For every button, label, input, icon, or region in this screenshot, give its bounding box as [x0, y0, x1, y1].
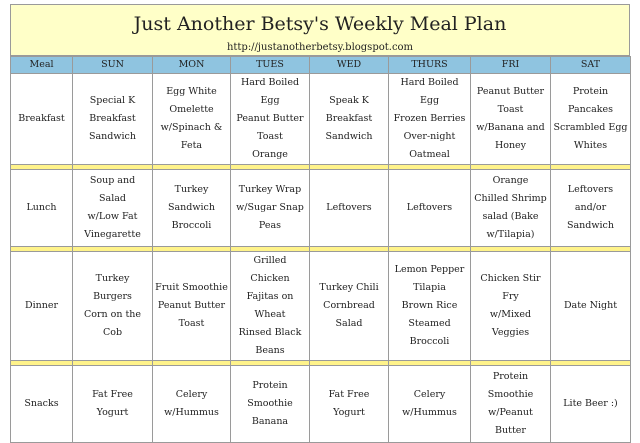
meal-cell-breakfast-mon [153, 74, 231, 165]
meal-cell-line: Scrambled Egg [553, 122, 628, 133]
meal-cell-line: Brown Rice [401, 300, 458, 311]
meal-cell-line: Corn on the Cob [83, 309, 142, 338]
meal-cell-line: w/Tilapia) [486, 229, 535, 240]
meal-cell-line: w/Banana and [476, 122, 545, 133]
meal-cell-line: Fruit Smoothie [155, 282, 228, 293]
meal-cell-line: Leftovers and/or [567, 184, 614, 213]
meal-cell-line: Celery w/Hummus [164, 389, 219, 418]
meal-cell-line: w/Spinach & Feta [160, 122, 223, 151]
meal-cell-line: Turkey Chili [319, 282, 379, 293]
meal-cell-breakfast-tues [231, 74, 310, 165]
meal-cell-lunch-fri [471, 170, 551, 247]
meal-label-lunch: Lunch [11, 170, 73, 247]
meal-cell-line: Sandwich [567, 220, 614, 231]
meal-cell-line: Chilled Shrimp [474, 193, 547, 204]
plan-title: Just Another Betsy's Weekly Meal Plan [133, 13, 507, 35]
meal-cell-line: Soup and Salad [89, 175, 136, 204]
meal-table [10, 56, 631, 443]
meal-cell-line: Vinegarette [84, 229, 141, 240]
meal-cell-breakfast-sun [73, 74, 153, 165]
meal-cell-lunch-sun [73, 170, 153, 247]
meal-cell-breakfast-sat [551, 74, 631, 165]
blog-url: http://justanotherbetsy.blogspot.com [226, 42, 414, 53]
meal-cell-line: Turkey Burgers [93, 273, 132, 302]
meal-label-breakfast: Breakfast [11, 74, 73, 165]
meal-cell-line: Chicken Stir Fry [480, 273, 541, 302]
meal-cell-line: Hard Boiled Egg [400, 77, 459, 106]
meal-cell-line: Fat Free Yogurt [328, 389, 370, 418]
meal-cell-snacks-wed [310, 366, 389, 443]
meal-cell-breakfast-thurs [389, 74, 471, 165]
meal-cell-lunch-mon [153, 170, 231, 247]
meal-cell-lunch-sat [551, 170, 631, 247]
meal-cell-line: Special K Breakfast [89, 95, 136, 124]
meal-cell-line: Orange [252, 149, 288, 160]
meal-row-lunch [11, 170, 631, 247]
meal-row-snacks [11, 366, 631, 443]
meal-cell-line: Turkey Sandwich [168, 184, 215, 213]
meal-cell-dinner-fri [471, 252, 551, 361]
meal-cell-line: Hard Boiled Egg [240, 77, 300, 106]
meal-cell-dinner-sat [551, 252, 631, 361]
meal-row-breakfast [11, 74, 631, 165]
meal-cell-line: Banana [251, 416, 289, 427]
meal-cell-line: Rinsed Black Beans [238, 327, 302, 356]
column-header-fri: FRI [471, 57, 551, 74]
meal-cell-line: w/Sugar Snap Peas [236, 202, 304, 231]
meal-cell-line: Peanut Butter Toast [157, 300, 226, 329]
column-header-row [11, 57, 631, 74]
meal-cell-line: Broccoli [171, 220, 212, 231]
column-header-tues: TUES [231, 57, 310, 74]
meal-cell-line: w/Low Fat [87, 211, 138, 222]
meal-cell-line: Oatmeal [409, 149, 450, 160]
meal-cell-line: Tilapia [413, 282, 446, 293]
plan-header [10, 4, 630, 56]
column-header-sun: SUN [73, 57, 153, 74]
meal-cell-line: Lite Beer :) [563, 398, 618, 409]
meal-cell-line: Sandwich [325, 131, 373, 142]
meal-cell-line: Celery w/Hummus [402, 389, 457, 418]
meal-cell-line: Sandwich [89, 131, 136, 142]
meal-cell-line: w/Peanut Butter [488, 407, 533, 436]
meal-plan-sheet [10, 4, 630, 443]
meal-cell-line: Protein Pancakes [568, 86, 613, 115]
meal-cell-line: Leftovers [326, 202, 372, 213]
meal-cell-snacks-sun [73, 366, 153, 443]
meal-cell-line: Speak K Breakfast [325, 95, 373, 124]
meal-cell-snacks-thurs [389, 366, 471, 443]
column-header-wed: WED [310, 57, 389, 74]
column-header-sat: SAT [551, 57, 631, 74]
meal-table-body [11, 74, 631, 443]
meal-cell-line: Grilled Chicken [250, 255, 290, 284]
column-header-mon: MON [153, 57, 231, 74]
meal-cell-lunch-tues [231, 170, 310, 247]
meal-cell-line: Turkey Wrap [238, 184, 302, 195]
meal-cell-dinner-thurs [389, 252, 471, 361]
meal-cell-lunch-thurs [389, 170, 471, 247]
meal-cell-line: Over-night [403, 131, 456, 142]
meal-cell-breakfast-wed [310, 74, 389, 165]
meal-cell-line: Date Night [563, 300, 618, 311]
meal-cell-snacks-mon [153, 366, 231, 443]
column-header-thurs: THURS [389, 57, 471, 74]
meal-cell-line: Egg White [166, 86, 217, 97]
meal-label-dinner: Dinner [11, 252, 73, 361]
meal-cell-line: Fajitas on Wheat [246, 291, 294, 320]
meal-cell-line: Peanut Butter Toast [476, 86, 545, 115]
meal-cell-line: Fat Free Yogurt [92, 389, 133, 418]
meal-cell-lunch-wed [310, 170, 389, 247]
meal-cell-line: Whites [573, 140, 608, 151]
meal-cell-snacks-fri [471, 366, 551, 443]
column-header-meal: Meal [11, 57, 73, 74]
meal-cell-line: Frozen Berries [393, 113, 466, 124]
meal-cell-dinner-wed [310, 252, 389, 361]
meal-label-snacks: Snacks [11, 366, 73, 443]
meal-cell-line: Protein Smoothie [247, 380, 293, 409]
meal-cell-line: Steamed Broccoli [408, 318, 451, 347]
meal-cell-snacks-tues [231, 366, 310, 443]
meal-cell-line: Leftovers [406, 202, 453, 213]
meal-cell-snacks-sat [551, 366, 631, 443]
meal-cell-line: salad (Bake [482, 211, 539, 222]
meal-cell-line: Salad [335, 318, 363, 329]
meal-cell-line: Protein Smoothie [487, 371, 534, 400]
meal-cell-dinner-tues [231, 252, 310, 361]
meal-cell-line: Honey [494, 140, 527, 151]
meal-cell-line: Cornbread [323, 300, 375, 311]
meal-cell-line: Omelette [169, 104, 214, 115]
meal-row-dinner [11, 252, 631, 361]
meal-cell-dinner-sun [73, 252, 153, 361]
meal-cell-breakfast-fri [471, 74, 551, 165]
meal-cell-line: Orange [492, 175, 529, 186]
meal-cell-dinner-mon [153, 252, 231, 361]
meal-cell-line: w/Mixed Veggies [489, 309, 532, 338]
meal-cell-line: Lemon Pepper [394, 264, 465, 275]
meal-cell-line: Peanut Butter Toast [236, 113, 304, 142]
